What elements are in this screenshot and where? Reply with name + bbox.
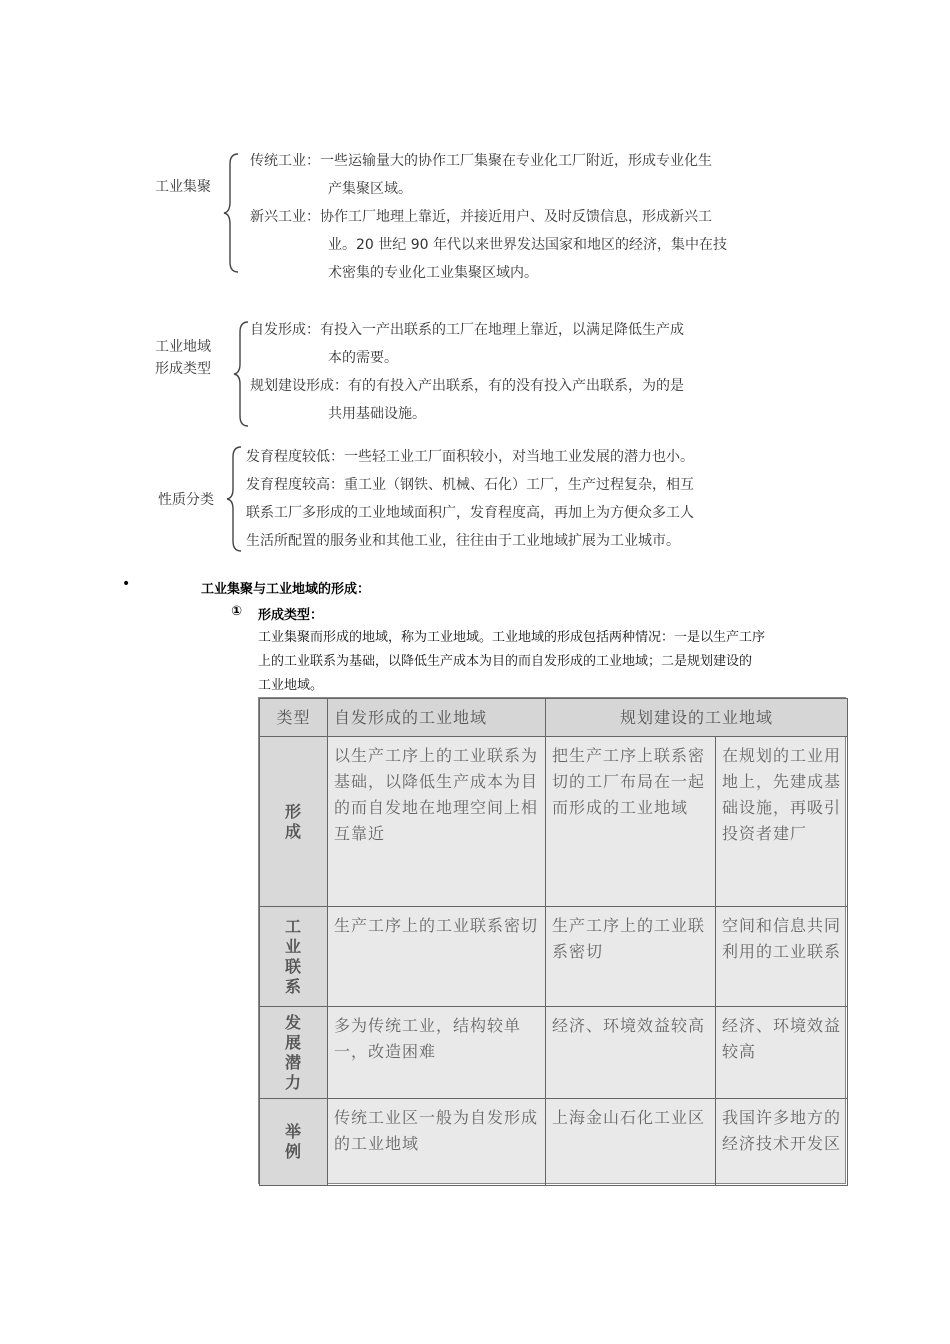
concept-category-region-formation: 工业地域 xyxy=(155,339,211,355)
concept-line: 发育程度较低：一些轻工业工厂面积较小，对当地工业发展的潜力也小。 xyxy=(246,449,694,465)
sub-marker: ① xyxy=(231,604,243,619)
concept-category-nature-classification: 性质分类 xyxy=(158,492,214,508)
concept-line: 产集聚区域。 xyxy=(328,181,412,197)
table-cell: 以生产工序上的工业联系为基础，以降低生产成本为目的而自发地在地理空间上相互靠近 xyxy=(328,737,546,907)
table-cell: 空间和信息共同利用的工业联系 xyxy=(716,907,848,1007)
table-header-spontaneous: 自发形成的工业地域 xyxy=(328,699,546,737)
concept-line: 规划建设形成：有的有投入产出联系，有的没有投入产出联系，为的是 xyxy=(250,378,684,394)
row-label: 形成 xyxy=(260,737,328,907)
concept-line: 发育程度较高：重工业（钢铁、机械、石化）工厂，生产过程复杂，相互 xyxy=(246,477,694,493)
concept-line: 本的需要。 xyxy=(328,350,398,366)
table-cell: 多为传统工业，结构较单一，改造困难 xyxy=(328,1007,546,1099)
table-cell: 生产工序上的工业联系密切 xyxy=(546,907,716,1007)
paragraph-line: 上的工业联系为基础，以降低生产成本为目的而自发形成的工业地域；二是规划建设的 xyxy=(258,654,753,669)
table-row xyxy=(260,737,848,907)
table-cell: 在规划的工业用地上，先建成基础设施，再吸引投资者建厂 xyxy=(716,737,848,907)
concept-line: 共用基础设施。 xyxy=(328,406,426,422)
section-paragraph xyxy=(258,626,818,698)
left-brace-icon xyxy=(232,318,252,430)
concept-line: 传统工业：一些运输量大的协作工厂集聚在专业化工厂附近，形成专业化生 xyxy=(250,153,712,169)
table-cell: 我国许多地方的经济技术开发区 xyxy=(716,1099,848,1186)
concept-category-region-formation: 形成类型 xyxy=(155,361,211,377)
table-cell: 传统工业区一般为自发形成的工业地域 xyxy=(328,1099,546,1186)
table-cell: 生产工序上的工业联系密切 xyxy=(328,907,546,1007)
section-heading: 工业集聚与工业地域的形成： xyxy=(201,582,371,597)
table-cell: 把生产工序上联系密切的工厂布局在一起而形成的工业地域 xyxy=(546,737,716,907)
concept-line: 自发形成：有投入一产出联系的工厂在地理上靠近，以满足降低生产成 xyxy=(250,322,684,338)
concept-line: 业。20 世纪 90 年代以来世界发达国家和地区的经济，集中在技 xyxy=(328,237,727,253)
table-cell: 上海金山石化工业区 xyxy=(546,1099,716,1186)
concept-line: 术密集的专业化工业集聚区域内。 xyxy=(328,265,538,281)
table-cell: 经济、环境效益较高 xyxy=(716,1007,848,1099)
paragraph-line: 工业集聚而形成的地域，称为工业地域。工业地域的形成包括两种情况：一是以生产工序 xyxy=(258,630,766,645)
table-header-type: 类型 xyxy=(260,699,328,737)
table-row xyxy=(260,1007,848,1099)
comparison-table-image xyxy=(258,697,846,1184)
row-label: 工业联系 xyxy=(260,907,328,1007)
concept-line: 联系工厂多形成的工业地域面积广，发育程度高，再加上为方便众多工人 xyxy=(246,505,694,521)
concept-line: 新兴工业：协作工厂地理上靠近，并接近用户、及时反馈信息，形成新兴工 xyxy=(250,209,712,225)
concept-line: 生活所配置的服务业和其他工业，往往由于工业地域扩展为工业城市。 xyxy=(246,533,680,549)
paragraph-line: 工业地域。 xyxy=(258,678,324,693)
table-row xyxy=(260,1099,848,1186)
table-row xyxy=(260,907,848,1007)
concept-category-industrial-agglomeration: 工业集聚 xyxy=(155,179,211,195)
bullet-marker: • xyxy=(122,576,131,592)
comparison-table xyxy=(259,698,848,1186)
table-cell: 经济、环境效益较高 xyxy=(546,1007,716,1099)
row-label: 举例 xyxy=(260,1099,328,1186)
left-brace-icon xyxy=(225,443,245,555)
row-label: 发展潜力 xyxy=(260,1007,328,1099)
table-header-planned: 规划建设的工业地域 xyxy=(546,699,848,737)
sub-heading: 形成类型： xyxy=(258,608,324,623)
left-brace-icon xyxy=(222,150,242,276)
